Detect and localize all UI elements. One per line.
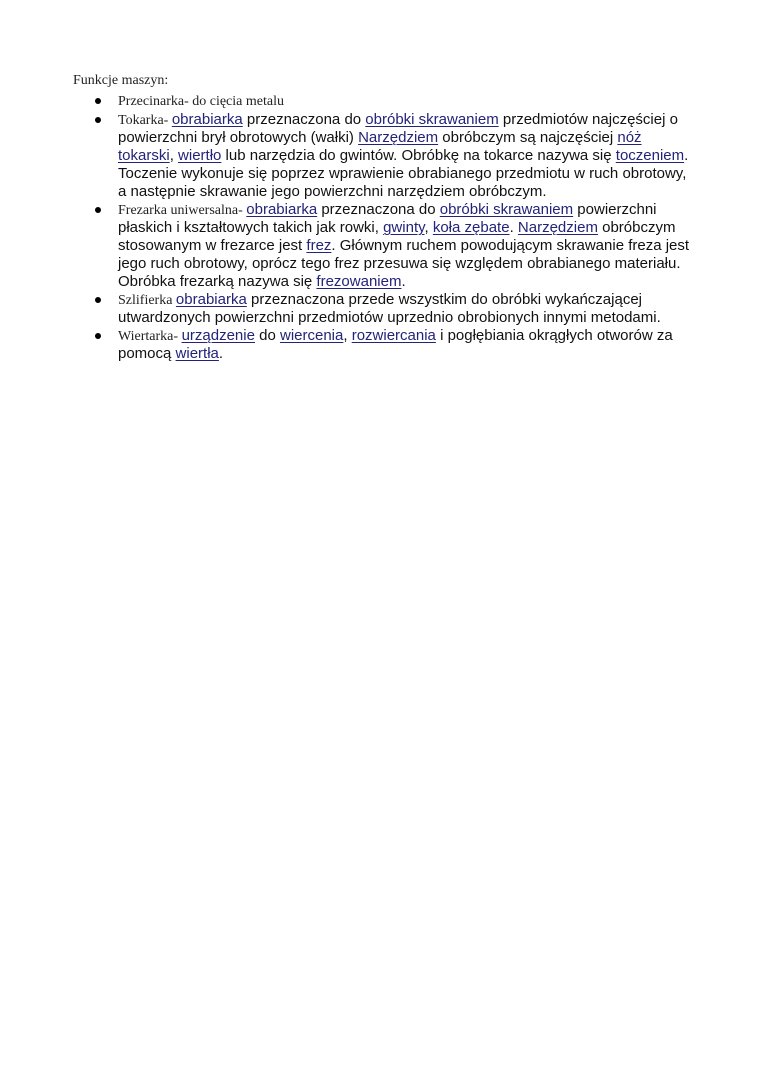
link-obrabiarka[interactable]: obrabiarka (246, 201, 318, 218)
bullet-icon (95, 333, 101, 339)
link-urzadzenie[interactable]: urządzenie (181, 327, 255, 344)
text-segment: . (509, 219, 518, 236)
link-gwinty[interactable]: gwinty (383, 219, 425, 236)
link-narzedziem[interactable]: Narzędziem (517, 219, 598, 236)
link-frez[interactable]: frez (306, 237, 332, 254)
text-segment: . (401, 273, 406, 290)
text-segment: i pogłębiania okrągłych otworów za pomocą (118, 327, 673, 362)
list-item-tokarka (73, 111, 693, 201)
description-szlifierka (118, 291, 661, 326)
page-heading: Funkcje maszyn: (73, 73, 169, 88)
link-kola-zebate[interactable]: koła zębate (432, 219, 510, 236)
link-toczeniem[interactable]: toczeniem (615, 147, 685, 164)
text-segment: . Głównym ruchem powodującym skrawanie freza jest jego ruch obrotowy, oprócz tego frez przesuwa się względem obrabianego materiału. Obróbka frezarką nazywa się (118, 237, 690, 290)
text-segment: powierzchni płaskich i kształtowych takich jak rowki, (118, 201, 657, 236)
text-segment: , (424, 219, 433, 236)
text-segment: przeznaczona do (242, 111, 366, 128)
bullet-icon (95, 117, 101, 123)
link-wiercenia[interactable]: wiercenia (279, 327, 344, 344)
text-segment: . (218, 345, 224, 362)
link-obrabiarka[interactable]: obrabiarka (171, 111, 243, 128)
text-segment: obróbczym są najczęściej (438, 129, 618, 146)
text-segment: do (254, 327, 280, 344)
term-frezarka: Frezarka uniwersalna- (118, 203, 247, 218)
text-segment: . Toczenie wykonuje się poprzez wprawienie obrabianego przedmiotu w ruch obrotowy, a następnie skrawanie jego powierzchni narzędziem obróbczym. (118, 147, 689, 200)
link-obrabiarka[interactable]: obrabiarka (175, 291, 247, 308)
description-tokarka (118, 111, 688, 200)
text-segment: obróbczym stosowanym w frezarce jest (118, 219, 676, 254)
bullet-icon (95, 98, 101, 104)
text-segment: lub narzędzia do gwintów. Obróbkę na tokarce nazywa się (221, 147, 616, 164)
list-item-wiertarka (73, 327, 693, 363)
term-wiertarka: Wiertarka- (118, 329, 182, 344)
list-item-przecinarka (73, 92, 693, 111)
text-segment: , (169, 147, 179, 164)
term-szlifierka: Szlifierka (118, 293, 176, 308)
document-page (73, 72, 693, 363)
link-obrobki-skrawaniem[interactable]: obróbki skrawaniem (365, 111, 499, 128)
term-tokarka: Tokarka- (118, 113, 172, 128)
link-rozwiercania[interactable]: rozwiercania (351, 327, 436, 344)
text-segment: przedmiotów najczęściej o powierzchni brył obrotowych (wałki) (118, 111, 678, 146)
term-przecinarka: Przecinarka- do cięcia metalu (118, 94, 284, 109)
bullet-icon (95, 207, 101, 213)
list-item-frezarka (73, 201, 693, 291)
bullet-icon (95, 297, 101, 303)
link-frezowaniem[interactable]: frezowaniem (316, 273, 402, 290)
link-narzedziem[interactable]: Narzędziem (358, 129, 439, 146)
text-segment: przeznaczona do (317, 201, 440, 218)
text-segment: , (343, 327, 352, 344)
machine-functions-list (73, 92, 693, 363)
list-item-szlifierka (73, 291, 693, 327)
text-segment: przeznaczona przede wszystkim do obróbki wykańczającej utwardzonych powierzchni przedmiotów uprzednio obrobionych innymi metodami. (118, 291, 661, 326)
link-obrobki-skrawaniem[interactable]: obróbki skrawaniem (439, 201, 574, 218)
link-wiertlo[interactable]: wiertło (178, 147, 222, 164)
description-wiertarka (118, 327, 673, 362)
link-wiertla[interactable]: wiertła (175, 345, 219, 362)
link-noz-tokarski[interactable]: nóż tokarski (118, 129, 642, 164)
